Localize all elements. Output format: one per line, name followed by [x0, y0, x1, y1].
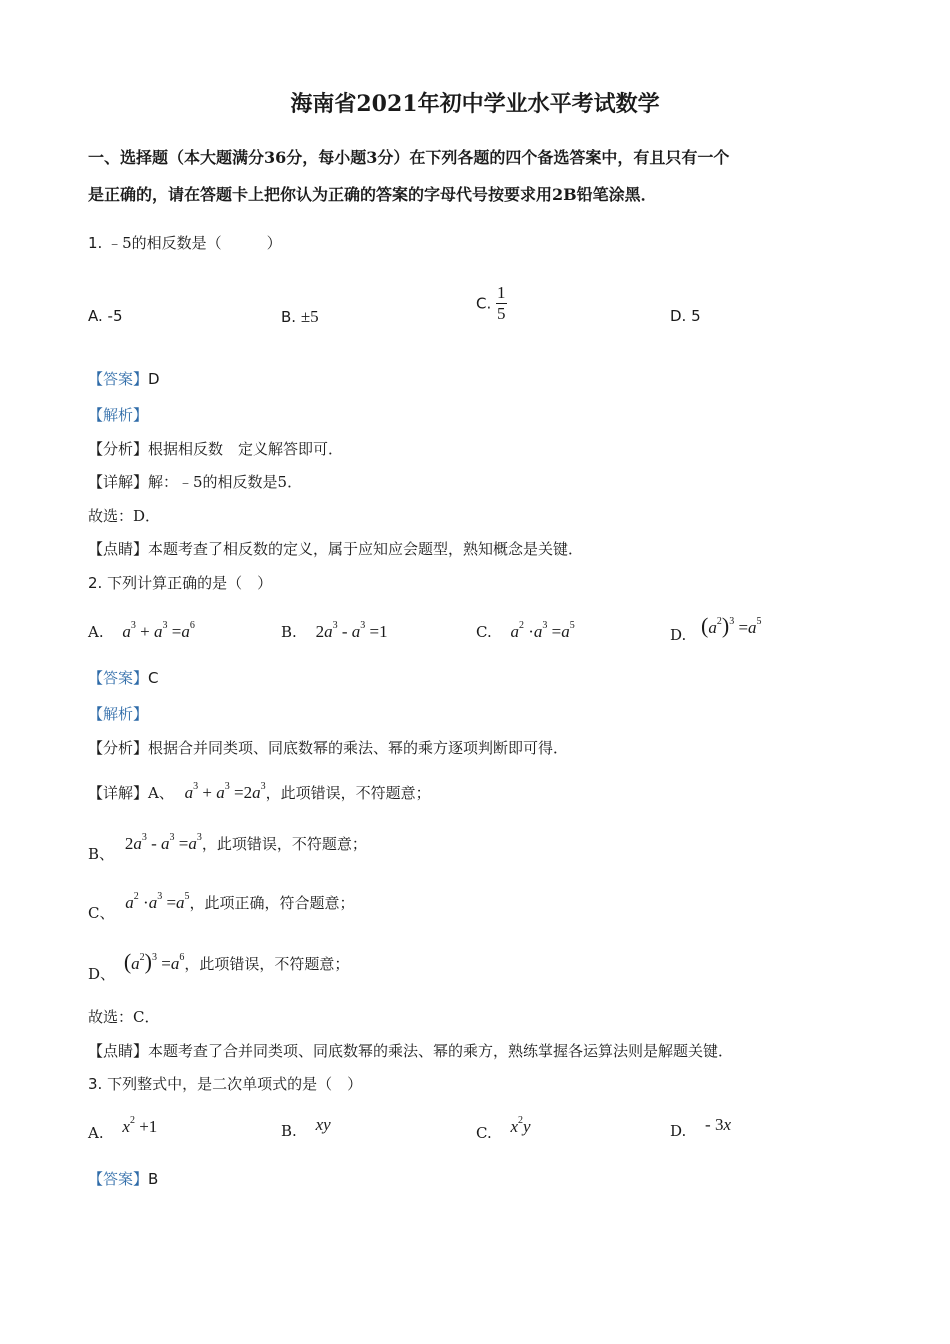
q2-comment [88, 1040, 733, 1061]
q2-option-b [281, 620, 388, 642]
q2-choice: 故选：C． [88, 1008, 160, 1026]
fraction [496, 283, 507, 324]
option-label: B. [281, 1122, 297, 1140]
q1-choice: 故选：D． [88, 507, 161, 525]
detail-tag: 【详解】 [88, 784, 149, 802]
option-label: B. [281, 623, 297, 641]
detail-text: ，此项错误，不符题意； [184, 955, 350, 973]
page-title: 海南省2021年初中学业水平考试数学 [290, 91, 660, 117]
detail-tag: 【详解】 [88, 473, 149, 491]
question-stem: ﹣5的相反数是（ ） [107, 234, 282, 252]
detail-formula: $2a^3 - a^3 =a^3$ [124, 832, 202, 853]
detail-formula: $(a^2)^3 =a^6$ [123, 949, 185, 974]
q1-comment [88, 538, 583, 559]
option-label: C. [476, 294, 492, 313]
option-label: C. [476, 1124, 492, 1142]
option-formula: xy [315, 1115, 331, 1134]
detail-prefix: C、 [88, 904, 115, 922]
detail-prefix: A、 [148, 784, 174, 802]
answer-value: D [148, 370, 160, 388]
option-text: ±5 [300, 307, 319, 326]
detail-text: ，此项正确，符合题意； [189, 894, 355, 912]
q1-detail [88, 471, 302, 492]
fenxi-tag: 【分析】 [88, 440, 149, 458]
option-label: D. [670, 626, 687, 644]
q2-option-d [670, 613, 762, 644]
answer-tag: 【答案】 [88, 1170, 149, 1188]
option-formula: $x^2 +1$ [122, 1115, 158, 1136]
detail-formula: $a^2 \cdot a^3 =a^5$ [125, 891, 190, 912]
option-text: -5 [107, 307, 123, 325]
q1-fenxi [88, 438, 343, 459]
question-number: 1. [88, 234, 103, 252]
answer-tag: 【答案】 [88, 669, 149, 687]
fraction-numerator: 1 [497, 283, 506, 302]
q1-option-b [281, 307, 319, 327]
q2-detail-c [88, 891, 355, 923]
fraction-denominator: 5 [497, 304, 506, 323]
option-label: A. [88, 623, 104, 641]
answer-tag: 【答案】 [88, 370, 149, 388]
detail-text: ，此项错误，不符题意； [265, 784, 431, 802]
detail-prefix: D、 [88, 965, 116, 983]
question-number: 2. [88, 574, 103, 592]
q2-detail-d [88, 949, 349, 984]
question-1 [88, 232, 282, 253]
option-label: B. [281, 308, 297, 326]
question-number: 3. [88, 1075, 103, 1093]
q2-option-a [88, 620, 195, 642]
question-stem: 下列整式中，是二次单项式的是（ ） [107, 1075, 363, 1093]
q2-detail-a [88, 781, 431, 803]
fenxi-text: 根据合并同类项、同底数幂的乘法、幂的乘方逐项判断即可得． [148, 739, 569, 757]
detail-text: ，此项错误，不符题意； [201, 835, 367, 853]
analysis-tag: 【解析】 [88, 705, 149, 723]
q2-fenxi [88, 737, 568, 758]
comment-tag: 【点睛】 [88, 540, 149, 558]
detail-prefix: B、 [88, 845, 115, 863]
option-formula: - 3x [705, 1115, 732, 1134]
option-text: 5 [691, 307, 701, 325]
option-formula: $a^3 + a^3 =a^6$ [122, 620, 195, 641]
section-instructions-line1: 一、选择题（本大题满分36分，每小题3分）在下列各题的四个备选答案中，有且只有一个 [88, 148, 730, 167]
option-formula: $a^2 \cdot a^3 =a^5$ [510, 620, 575, 641]
fenxi-text: 根据相反数 定义解答即可． [148, 440, 344, 458]
q1-option-a [88, 307, 123, 325]
fenxi-tag: 【分析】 [88, 739, 149, 757]
q2-answer [88, 667, 159, 688]
option-formula: $(a^2)^3 =a^5$ [701, 613, 762, 638]
comment-text: 本题考查了合并同类项、同底数幂的乘法、幂的乘方，熟练掌握各运算法则是解题关键． [148, 1042, 734, 1060]
q1-option-c [476, 283, 507, 324]
option-label: D. [670, 1122, 687, 1140]
comment-text: 本题考查了相反数的定义，属于应知应会题型，熟知概念是关键． [148, 540, 584, 558]
analysis-tag: 【解析】 [88, 406, 149, 424]
detail-text: 解：﹣5的相反数是5． [148, 473, 303, 491]
option-label: C. [476, 623, 492, 641]
q3-answer [88, 1168, 158, 1189]
option-label: D. [670, 307, 687, 325]
option-formula: $2a^3 - a^3 =1$ [315, 620, 388, 641]
answer-value: B [148, 1170, 159, 1188]
q2-option-c [476, 620, 575, 642]
q2-detail-b [88, 832, 367, 864]
question-stem: 下列计算正确的是（ ） [107, 574, 273, 592]
question-3 [88, 1073, 362, 1094]
q3-option-b [281, 1115, 331, 1140]
comment-tag: 【点睛】 [88, 1042, 149, 1060]
detail-formula: $a^3 + a^3 =2a^3$ [184, 781, 266, 802]
q3-option-d [670, 1115, 731, 1140]
q1-answer [88, 368, 160, 389]
section-instructions-line2: 是正确的，请在答题卡上把你认为正确的答案的字母代号按要求用2B铅笔涂黑． [88, 185, 657, 204]
option-label: A. [88, 307, 103, 325]
q3-option-c [476, 1115, 531, 1142]
answer-value: C [148, 669, 159, 687]
q3-option-a [88, 1115, 157, 1142]
q1-analysis-heading [88, 404, 148, 425]
option-formula: $x^2y$ [510, 1115, 531, 1136]
q1-option-d [670, 307, 701, 325]
question-2 [88, 572, 272, 593]
option-label: A. [88, 1124, 104, 1142]
q2-analysis-heading [88, 703, 148, 724]
